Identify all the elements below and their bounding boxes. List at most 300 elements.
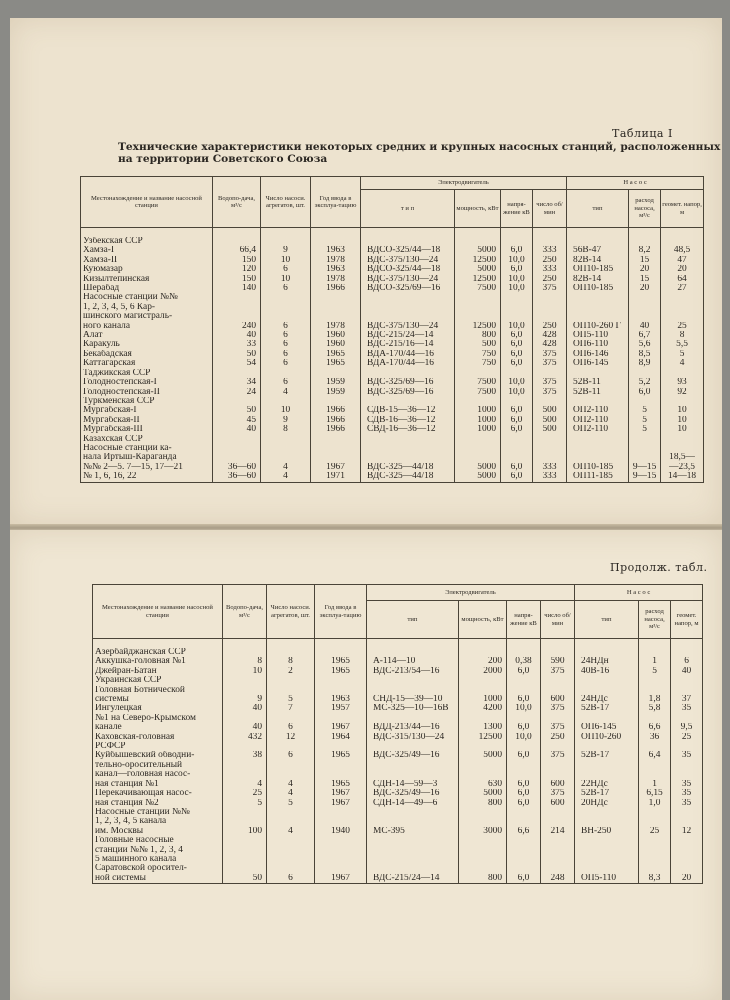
cell-rpm <box>541 742 575 751</box>
cell-pump-flow: 8,9 <box>629 359 661 368</box>
table-row <box>93 817 703 826</box>
cell-year: 1963 <box>315 695 367 704</box>
cell-power: 5000 <box>455 463 501 472</box>
cell-year <box>315 855 367 864</box>
cell-pump-type: ОП10-185 <box>567 284 629 293</box>
table-row <box>93 780 703 789</box>
cell-location: Узбекская ССР <box>81 237 213 246</box>
cell-pump-flow <box>639 714 671 723</box>
cell-pump-type <box>575 817 639 826</box>
cell-pump-type <box>575 864 639 873</box>
cell-location: Куюмазар <box>81 265 213 274</box>
cell-location: ного канала <box>81 322 213 331</box>
cell-rpm <box>541 714 575 723</box>
cell-units <box>261 444 311 453</box>
cell-pump-type: ОП5-110 <box>575 874 639 884</box>
cell-year: 1978 <box>311 275 361 284</box>
cell-location: тельно-оросительный <box>93 761 223 770</box>
cell-units <box>267 686 315 695</box>
cell-motor-type <box>361 293 455 302</box>
cell-power <box>459 742 507 751</box>
cell-pump-flow: 6,0 <box>629 388 661 397</box>
table-row <box>93 761 703 770</box>
cell-rpm: 375 <box>541 723 575 732</box>
cell-pump-flow: 40 <box>629 322 661 331</box>
header-location-2: Местонахождение и название насосной станции <box>93 585 223 639</box>
cell-rpm <box>533 453 567 462</box>
cell-year <box>311 312 361 321</box>
cell-pump-type: 24НДс <box>575 695 639 704</box>
cell-voltage: 6,0 <box>501 331 533 340</box>
cell-motor-type: ВДС-375/130—24 <box>361 256 455 265</box>
cell-pump-type <box>567 435 629 444</box>
table-row <box>81 425 704 434</box>
cell-rpm: 375 <box>533 378 567 387</box>
cell-power <box>459 808 507 817</box>
cell-flow: 240 <box>213 322 261 331</box>
cell-rpm <box>541 836 575 845</box>
cell-year: 1965 <box>315 751 367 760</box>
cell-voltage <box>507 836 541 845</box>
cell-pump-head <box>661 303 704 312</box>
cell-pump-head: 48,5 <box>661 246 704 255</box>
cell-pump-type: 82В-14 <box>567 256 629 265</box>
cell-units: 4 <box>261 388 311 397</box>
cell-units: 9 <box>261 416 311 425</box>
cell-location: Хамза-II <box>81 256 213 265</box>
cell-pump-type: ОП2-110 <box>567 425 629 434</box>
cell-pump-flow <box>629 237 661 246</box>
header-voltage-2: напря-жение кВ <box>507 601 541 639</box>
cell-pump-type: 56В-47 <box>567 246 629 255</box>
cell-motor-type <box>361 397 455 406</box>
cell-rpm: 375 <box>541 704 575 713</box>
cell-location: Головные насосные <box>93 836 223 845</box>
cell-units <box>261 303 311 312</box>
cell-motor-type: ВДС-375/130—24 <box>361 275 455 284</box>
cell-pump-type: ОП10-260 <box>575 733 639 742</box>
cell-pump-type: ОП6-146 <box>567 350 629 359</box>
cell-location: Насосные станции ка- <box>81 444 213 453</box>
cell-motor-type: ВДСО-325/44—18 <box>361 246 455 255</box>
table-body-1 <box>81 228 704 483</box>
cell-flow: 8 <box>223 657 267 666</box>
cell-year: 1959 <box>311 388 361 397</box>
cell-location: №№ 2—5. 7—15, 17—21 <box>81 463 213 472</box>
cell-units: 4 <box>261 472 311 482</box>
table-row <box>81 246 704 255</box>
cell-rpm <box>533 312 567 321</box>
cell-motor-type: ВДА-170/44—16 <box>361 359 455 368</box>
table-row <box>81 303 704 312</box>
cell-flow <box>223 808 267 817</box>
cell-power <box>455 303 501 312</box>
cell-pump-flow: 1,0 <box>639 799 671 808</box>
header-rpm: число об/мин <box>533 190 567 228</box>
cell-year <box>315 648 367 657</box>
cell-location: Голодностепская-II <box>81 388 213 397</box>
cell-pump-head: 92 <box>661 388 704 397</box>
cell-flow <box>223 761 267 770</box>
cell-pump-type: 52В-11 <box>567 378 629 387</box>
table-row <box>81 284 704 293</box>
cell-voltage: 6,0 <box>501 340 533 349</box>
cell-units <box>261 237 311 246</box>
cell-power: 12500 <box>455 275 501 284</box>
cell-flow: 432 <box>223 733 267 742</box>
cell-units: 6 <box>261 378 311 387</box>
cell-pump-flow <box>639 864 671 873</box>
table-row <box>81 453 704 462</box>
table-row <box>81 444 704 453</box>
cell-pump-head: 40 <box>671 667 703 676</box>
cell-flow: 150 <box>213 256 261 265</box>
cell-year: 1978 <box>311 256 361 265</box>
cell-power: 5000 <box>455 472 501 482</box>
cell-year <box>315 817 367 826</box>
cell-motor-type <box>361 444 455 453</box>
cell-pump-head: 47 <box>661 256 704 265</box>
cell-units: 6 <box>267 874 315 884</box>
table-row <box>93 676 703 685</box>
cell-power <box>459 846 507 855</box>
cell-pump-type: ОП6-110 <box>567 340 629 349</box>
cell-location: Ингулецкая <box>93 704 223 713</box>
cell-year <box>311 453 361 462</box>
cell-pump-flow: 20 <box>629 284 661 293</box>
cell-pump-type <box>575 686 639 695</box>
cell-year: 1978 <box>311 322 361 331</box>
cell-voltage: 10,0 <box>501 378 533 387</box>
cell-year: 1960 <box>311 331 361 340</box>
cell-year: 1967 <box>311 463 361 472</box>
cell-power: 1300 <box>459 723 507 732</box>
cell-voltage: 6,0 <box>501 416 533 425</box>
cell-flow <box>223 714 267 723</box>
cell-rpm: 375 <box>541 751 575 760</box>
cell-pump-flow: 5,8 <box>639 704 671 713</box>
cell-units: 9 <box>261 246 311 255</box>
cell-voltage: 6,0 <box>501 265 533 274</box>
cell-power: 7500 <box>455 388 501 397</box>
cell-pump-type: ОП11-185 <box>567 472 629 482</box>
cell-power: 1000 <box>455 406 501 415</box>
cell-location: Мургабская-III <box>81 425 213 434</box>
cell-pump-head <box>671 808 703 817</box>
table-row <box>93 864 703 873</box>
cell-pump-flow <box>639 808 671 817</box>
cell-units: 4 <box>267 789 315 798</box>
cell-rpm <box>533 369 567 378</box>
cell-flow: 140 <box>213 284 261 293</box>
cell-motor-type: ВДС-325/49—16 <box>367 751 459 760</box>
cell-rpm <box>541 648 575 657</box>
cell-pump-head <box>661 369 704 378</box>
cell-pump-flow: 36 <box>639 733 671 742</box>
cell-units <box>267 648 315 657</box>
cell-voltage <box>501 237 533 246</box>
cell-rpm: 375 <box>533 350 567 359</box>
cell-rpm: 600 <box>541 695 575 704</box>
cell-year <box>315 864 367 873</box>
cell-power: 800 <box>455 331 501 340</box>
header-year: Год ввода в эксплуа-тацию <box>311 177 361 228</box>
table-title-line2: на территории Советского Союза <box>118 153 328 165</box>
cell-pump-flow <box>639 648 671 657</box>
cell-voltage <box>507 676 541 685</box>
cell-location: Алат <box>81 331 213 340</box>
cell-units: 6 <box>261 331 311 340</box>
cell-year: 1963 <box>311 246 361 255</box>
cell-motor-type: СВД-16—36—12 <box>361 425 455 434</box>
table-title-line1: Технические характеристики некоторых средних и крупных насосных станций, расположенных <box>118 141 721 153</box>
table-row <box>93 742 703 751</box>
cell-pump-type <box>567 237 629 246</box>
cell-location: 5 машинного канала <box>93 855 223 864</box>
cell-pump-flow <box>639 770 671 779</box>
cell-units <box>267 770 315 779</box>
cell-pump-flow: 5,2 <box>629 378 661 387</box>
cell-voltage: 6,0 <box>501 463 533 472</box>
cell-motor-type: ВДС-325/69—16 <box>361 388 455 397</box>
cell-voltage <box>501 397 533 406</box>
cell-location: ная станция №1 <box>93 780 223 789</box>
cell-power <box>459 648 507 657</box>
cell-voltage <box>501 312 533 321</box>
cell-motor-type: СДВ-15—36—12 <box>361 406 455 415</box>
cell-year: 1963 <box>311 265 361 274</box>
cell-pump-type <box>567 369 629 378</box>
cell-flow: 5 <box>223 799 267 808</box>
table-row <box>81 369 704 378</box>
cell-motor-type <box>367 714 459 723</box>
cell-voltage: 10,0 <box>507 733 541 742</box>
cell-pump-head <box>671 714 703 723</box>
cell-pump-flow: 6,4 <box>639 751 671 760</box>
cell-motor-type: ВДС-325/69—16 <box>361 378 455 387</box>
header-flow-2: Водопо-дача, м³/с <box>223 585 267 639</box>
cell-location: Таджикская ССР <box>81 369 213 378</box>
cell-location: ной системы <box>93 874 223 884</box>
cell-voltage: 6,0 <box>507 874 541 884</box>
table-row <box>93 874 703 884</box>
cell-year: 1965 <box>311 359 361 368</box>
cell-motor-type <box>367 855 459 864</box>
cell-rpm: 250 <box>541 733 575 742</box>
cell-power <box>459 686 507 695</box>
cell-rpm <box>533 397 567 406</box>
cell-voltage: 6,6 <box>507 827 541 836</box>
cell-motor-type <box>367 676 459 685</box>
cell-power <box>455 444 501 453</box>
cell-pump-flow: 15 <box>629 275 661 284</box>
cell-pump-head: 4 <box>661 359 704 368</box>
cell-power <box>459 817 507 826</box>
table-row <box>81 350 704 359</box>
cell-pump-flow <box>639 676 671 685</box>
cell-pump-head: 14—18 <box>661 472 704 482</box>
cell-voltage: 6,0 <box>501 472 533 482</box>
cell-pump-type: 52В-17 <box>575 789 639 798</box>
cell-units <box>267 836 315 845</box>
cell-pump-flow: 8,5 <box>629 350 661 359</box>
cell-pump-flow: 1,8 <box>639 695 671 704</box>
cell-power: 630 <box>459 780 507 789</box>
cell-pump-type <box>575 742 639 751</box>
cell-power <box>455 312 501 321</box>
cell-motor-type: ВДС-375/130—24 <box>361 322 455 331</box>
cell-location: шинского магистраль- <box>81 312 213 321</box>
cell-rpm: 248 <box>541 874 575 884</box>
cell-voltage: 10,0 <box>507 704 541 713</box>
cell-pump-type <box>567 397 629 406</box>
cell-motor-type <box>361 303 455 312</box>
cell-pump-head <box>671 864 703 873</box>
cell-rpm <box>541 846 575 855</box>
cell-pump-flow: 5 <box>629 425 661 434</box>
cell-power: 2000 <box>459 667 507 676</box>
cell-voltage: 6,0 <box>501 406 533 415</box>
cell-year: 1959 <box>311 378 361 387</box>
cell-year: 1965 <box>311 350 361 359</box>
cell-pump-head <box>661 293 704 302</box>
cell-rpm <box>541 770 575 779</box>
cell-power: 4200 <box>459 704 507 713</box>
continuation-label: Продолж. табл. <box>610 561 708 574</box>
cell-pump-head <box>671 846 703 855</box>
cell-voltage <box>507 648 541 657</box>
cell-voltage: 10,0 <box>501 284 533 293</box>
table-row <box>81 397 704 406</box>
cell-pump-type: ОП10-185 <box>567 463 629 472</box>
cell-flow <box>223 846 267 855</box>
table-row <box>81 237 704 246</box>
cell-year <box>315 676 367 685</box>
cell-year <box>311 435 361 444</box>
cell-flow <box>223 742 267 751</box>
cell-location: канал—головная насос- <box>93 770 223 779</box>
cell-units: 6 <box>261 350 311 359</box>
cell-location: Каракуль <box>81 340 213 349</box>
cell-pump-flow <box>629 453 661 462</box>
cell-units: 6 <box>267 723 315 732</box>
table-row <box>81 463 704 472</box>
table-row <box>93 827 703 836</box>
cell-power: 5000 <box>455 246 501 255</box>
cell-rpm <box>541 855 575 864</box>
cell-pump-type <box>575 808 639 817</box>
cell-location: системы <box>93 695 223 704</box>
cell-units <box>267 817 315 826</box>
cell-power: 5000 <box>455 265 501 274</box>
cell-rpm: 428 <box>533 340 567 349</box>
cell-pump-head: 35 <box>671 704 703 713</box>
cell-rpm <box>541 686 575 695</box>
cell-motor-type <box>367 648 459 657</box>
cell-rpm: 375 <box>533 359 567 368</box>
cell-voltage <box>507 714 541 723</box>
cell-voltage: 6,0 <box>507 723 541 732</box>
header-pump-group-2: Н а с о с <box>575 585 703 601</box>
cell-voltage: 6,0 <box>507 695 541 704</box>
cell-year <box>315 742 367 751</box>
cell-power: 5000 <box>459 789 507 798</box>
cell-pump-flow: 5 <box>629 416 661 425</box>
cell-voltage: 0,38 <box>507 657 541 666</box>
cell-pump-head: 10 <box>661 406 704 415</box>
cell-year <box>311 293 361 302</box>
header-pump-group: Н а с о с <box>567 177 704 190</box>
cell-flow: 36—60 <box>213 472 261 482</box>
cell-year <box>315 686 367 695</box>
cell-power <box>459 836 507 845</box>
cell-motor-type <box>367 846 459 855</box>
cell-flow <box>223 817 267 826</box>
cell-voltage <box>507 761 541 770</box>
cell-flow: 40 <box>213 331 261 340</box>
header-motor-type-2: тип <box>367 601 459 639</box>
cell-units: 5 <box>267 695 315 704</box>
cell-pump-head <box>671 770 703 779</box>
cell-units <box>267 742 315 751</box>
table-row <box>81 435 704 444</box>
table-row <box>93 855 703 864</box>
cell-units: 12 <box>267 733 315 742</box>
table-row <box>93 657 703 666</box>
cell-flow: 10 <box>223 667 267 676</box>
cell-pump-flow <box>639 846 671 855</box>
table-row <box>81 378 704 387</box>
cell-year: 1965 <box>315 667 367 676</box>
cell-pump-head: 93 <box>661 378 704 387</box>
table-row <box>93 836 703 845</box>
cell-location: им. Москвы <box>93 827 223 836</box>
cell-pump-type: 22НДс <box>575 780 639 789</box>
cell-flow <box>223 864 267 873</box>
cell-units: 4 <box>267 780 315 789</box>
cell-flow: 50 <box>213 350 261 359</box>
cell-motor-type <box>367 808 459 817</box>
cell-rpm: 375 <box>541 667 575 676</box>
header-motor-type: т и п <box>361 190 455 228</box>
cell-units: 6 <box>261 265 311 274</box>
cell-motor-type: ВДСО-325/44—18 <box>361 265 455 274</box>
cell-location: канале <box>93 723 223 732</box>
cell-motor-type <box>367 686 459 695</box>
cell-motor-type: МС-325—10—16В <box>367 704 459 713</box>
cell-year <box>315 770 367 779</box>
cell-year: 1967 <box>315 789 367 798</box>
table-row <box>93 789 703 798</box>
cell-year: 1967 <box>315 799 367 808</box>
cell-flow: 9 <box>223 695 267 704</box>
cell-flow: 66,4 <box>213 246 261 255</box>
cell-pump-type: 52В-11 <box>567 388 629 397</box>
cell-rpm: 500 <box>533 416 567 425</box>
cell-pump-head <box>671 686 703 695</box>
header-location: Местонахождение и название насосной станции <box>81 177 213 228</box>
table-row <box>81 416 704 425</box>
cell-pump-flow: 1 <box>639 780 671 789</box>
cell-units: 10 <box>261 406 311 415</box>
cell-motor-type: А-114—10 <box>367 657 459 666</box>
cell-flow: 50 <box>223 874 267 884</box>
cell-pump-head: 9,5 <box>671 723 703 732</box>
table-row <box>93 751 703 760</box>
cell-voltage: 10,0 <box>501 256 533 265</box>
cell-pump-head: 10 <box>661 416 704 425</box>
cell-pump-type: ОП6-145 <box>575 723 639 732</box>
